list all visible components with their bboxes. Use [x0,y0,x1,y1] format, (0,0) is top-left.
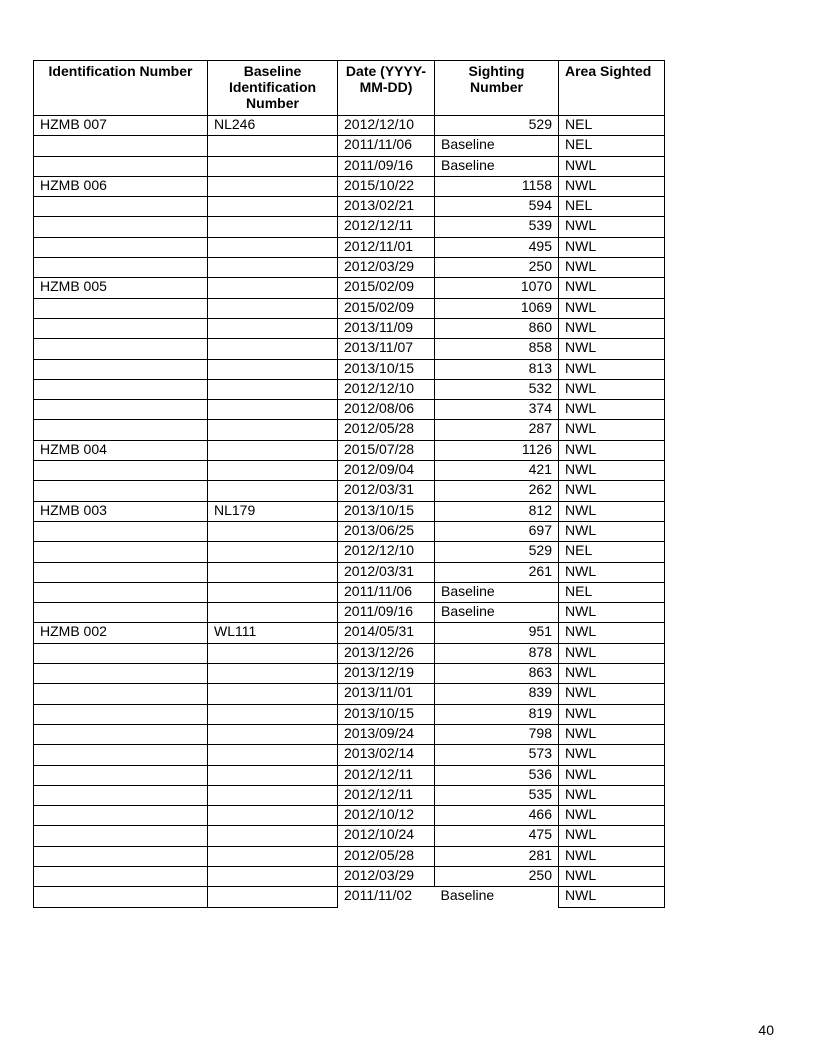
cell-sighting-number: 858 [435,339,559,359]
cell-baseline-identification-number [208,724,338,744]
cell-identification-number [34,745,208,765]
cell-baseline-identification-number [208,237,338,257]
cell-sighting-number: 250 [435,866,559,886]
cell-date: 2012/03/31 [338,562,435,582]
cell-sighting-number: 287 [435,420,559,440]
cell-sighting-number: 813 [435,359,559,379]
cell-baseline-identification-number: NL179 [208,501,338,521]
cell-baseline-identification-number [208,217,338,237]
cell-area-sighted: NWL [559,339,665,359]
cell-baseline-identification-number [208,379,338,399]
cell-identification-number [34,197,208,217]
cell-date: 2013/10/15 [338,501,435,521]
cell-date: 2012/12/10 [338,116,435,136]
cell-baseline-identification-number [208,176,338,196]
cell-identification-number [34,298,208,318]
cell-sighting-number: 475 [435,826,559,846]
cell-date: 2015/02/09 [338,278,435,298]
cell-identification-number [34,582,208,602]
cell-sighting-number: Baseline [435,887,559,907]
cell-date: 2012/03/31 [338,481,435,501]
table-row [34,501,665,521]
cell-baseline-identification-number [208,278,338,298]
table-row [34,379,665,399]
cell-identification-number [34,846,208,866]
cell-date: 2012/03/29 [338,258,435,278]
table-row [34,887,665,907]
cell-identification-number [34,521,208,541]
cell-baseline-identification-number [208,359,338,379]
cell-date: 2012/05/28 [338,420,435,440]
table-row [34,603,665,623]
cell-area-sighted: NWL [559,440,665,460]
cell-baseline-identification-number [208,785,338,805]
cell-sighting-number: 529 [435,542,559,562]
cell-date: 2012/09/04 [338,461,435,481]
table-row [34,643,665,663]
cell-identification-number [34,461,208,481]
cell-identification-number [34,785,208,805]
cell-baseline-identification-number: WL111 [208,623,338,643]
cell-sighting-number: 495 [435,237,559,257]
table-row [34,866,665,886]
table-row [34,359,665,379]
header-baseline-identification-number: Baseline Identification Number [208,61,338,116]
cell-identification-number [34,379,208,399]
cell-baseline-identification-number [208,481,338,501]
cell-baseline-identification-number [208,643,338,663]
cell-identification-number [34,562,208,582]
cell-identification-number [34,258,208,278]
cell-identification-number [34,481,208,501]
cell-sighting-number: 532 [435,379,559,399]
cell-date: 2015/10/22 [338,176,435,196]
table-row [34,481,665,501]
cell-area-sighted: NEL [559,116,665,136]
cell-area-sighted: NWL [559,318,665,338]
page-number: 40 [758,1022,774,1038]
cell-area-sighted: NEL [559,197,665,217]
cell-date: 2011/09/16 [338,156,435,176]
cell-area-sighted: NWL [559,765,665,785]
cell-identification-number: HZMB 007 [34,116,208,136]
cell-baseline-identification-number [208,136,338,156]
cell-date: 2015/07/28 [338,440,435,460]
cell-sighting-number: Baseline [435,603,559,623]
cell-sighting-number: 250 [435,258,559,278]
table-row [34,806,665,826]
cell-area-sighted: NWL [559,217,665,237]
cell-date: 2012/12/11 [338,765,435,785]
cell-area-sighted: NWL [559,176,665,196]
cell-area-sighted: NWL [559,603,665,623]
cell-sighting-number: 839 [435,684,559,704]
cell-identification-number [34,643,208,663]
table-row [34,339,665,359]
cell-date: 2012/11/01 [338,237,435,257]
cell-date: 2013/11/01 [338,684,435,704]
cell-date: 2014/05/31 [338,623,435,643]
cell-area-sighted: NWL [559,643,665,663]
cell-identification-number [34,339,208,359]
table-row [34,664,665,684]
cell-identification-number: HZMB 005 [34,278,208,298]
table-row [34,785,665,805]
sighting-table [33,60,665,908]
cell-date: 2011/11/06 [338,582,435,602]
cell-identification-number: HZMB 002 [34,623,208,643]
cell-area-sighted: NWL [559,501,665,521]
cell-sighting-number: 281 [435,846,559,866]
cell-identification-number [34,359,208,379]
cell-baseline-identification-number [208,542,338,562]
cell-identification-number [34,826,208,846]
cell-baseline-identification-number [208,440,338,460]
cell-sighting-number: 573 [435,745,559,765]
cell-sighting-number: 261 [435,562,559,582]
cell-identification-number: HZMB 003 [34,501,208,521]
header-identification-number: Identification Number [34,61,208,116]
cell-area-sighted: NWL [559,684,665,704]
cell-identification-number [34,806,208,826]
cell-sighting-number: 863 [435,664,559,684]
table-row [34,521,665,541]
cell-sighting-number: Baseline [435,156,559,176]
cell-sighting-number: 1069 [435,298,559,318]
cell-identification-number [34,542,208,562]
table-body [34,116,665,908]
cell-date: 2012/03/29 [338,866,435,886]
table-row [34,217,665,237]
cell-identification-number [34,704,208,724]
cell-sighting-number: 798 [435,724,559,744]
cell-baseline-identification-number [208,258,338,278]
cell-area-sighted: NWL [559,806,665,826]
cell-baseline-identification-number [208,765,338,785]
table-row [34,542,665,562]
cell-area-sighted: NWL [559,623,665,643]
cell-area-sighted: NWL [559,887,665,907]
cell-identification-number [34,136,208,156]
table-row [34,440,665,460]
cell-sighting-number: 529 [435,116,559,136]
cell-sighting-number: 421 [435,461,559,481]
cell-sighting-number: 1126 [435,440,559,460]
cell-date: 2013/10/15 [338,359,435,379]
cell-area-sighted: NWL [559,704,665,724]
cell-date: 2012/05/28 [338,846,435,866]
header-row [34,61,665,116]
cell-area-sighted: NWL [559,562,665,582]
cell-sighting-number: 697 [435,521,559,541]
cell-sighting-number: 951 [435,623,559,643]
cell-baseline-identification-number [208,197,338,217]
cell-date: 2013/06/25 [338,521,435,541]
table-row [34,318,665,338]
cell-identification-number [34,217,208,237]
cell-area-sighted: NWL [559,521,665,541]
cell-identification-number [34,318,208,338]
cell-area-sighted: NWL [559,866,665,886]
cell-area-sighted: NWL [559,237,665,257]
cell-identification-number [34,724,208,744]
cell-baseline-identification-number [208,887,338,907]
cell-baseline-identification-number [208,318,338,338]
table-row [34,846,665,866]
cell-area-sighted: NWL [559,258,665,278]
cell-baseline-identification-number [208,826,338,846]
cell-identification-number [34,420,208,440]
cell-sighting-number: 539 [435,217,559,237]
cell-area-sighted: NWL [559,379,665,399]
cell-date: 2013/11/07 [338,339,435,359]
cell-area-sighted: NWL [559,420,665,440]
table-row [34,136,665,156]
cell-date: 2012/10/24 [338,826,435,846]
cell-baseline-identification-number [208,400,338,420]
table-row [34,237,665,257]
cell-baseline-identification-number [208,339,338,359]
cell-baseline-identification-number: NL246 [208,116,338,136]
cell-date: 2012/12/11 [338,785,435,805]
table-row [34,724,665,744]
cell-sighting-number: 812 [435,501,559,521]
cell-sighting-number: Baseline [435,582,559,602]
cell-area-sighted: NWL [559,359,665,379]
header-date: Date (YYYY-MM-DD) [338,61,435,116]
cell-sighting-number: 594 [435,197,559,217]
cell-area-sighted: NWL [559,400,665,420]
cell-baseline-identification-number [208,461,338,481]
cell-sighting-number: 878 [435,643,559,663]
cell-date: 2012/12/10 [338,542,435,562]
cell-date: 2011/11/06 [338,136,435,156]
cell-baseline-identification-number [208,562,338,582]
cell-date: 2012/12/10 [338,379,435,399]
cell-area-sighted: NWL [559,724,665,744]
cell-identification-number [34,156,208,176]
header-area-sighted: Area Sighted [559,61,665,116]
cell-baseline-identification-number [208,156,338,176]
cell-identification-number [34,603,208,623]
cell-identification-number: HZMB 006 [34,176,208,196]
cell-sighting-number: 1070 [435,278,559,298]
cell-area-sighted: NWL [559,156,665,176]
cell-area-sighted: NEL [559,582,665,602]
cell-date: 2011/09/16 [338,603,435,623]
cell-identification-number [34,664,208,684]
cell-baseline-identification-number [208,521,338,541]
cell-date: 2012/08/06 [338,400,435,420]
cell-sighting-number: 536 [435,765,559,785]
table-row [34,258,665,278]
cell-identification-number [34,765,208,785]
cell-identification-number: HZMB 004 [34,440,208,460]
cell-area-sighted: NEL [559,136,665,156]
cell-baseline-identification-number [208,806,338,826]
cell-date: 2015/02/09 [338,298,435,318]
cell-baseline-identification-number [208,704,338,724]
table-row [34,765,665,785]
cell-identification-number [34,684,208,704]
cell-area-sighted: NWL [559,785,665,805]
cell-baseline-identification-number [208,298,338,318]
cell-date: 2012/12/11 [338,217,435,237]
cell-area-sighted: NWL [559,826,665,846]
cell-date: 2013/12/19 [338,664,435,684]
cell-identification-number [34,866,208,886]
header-sighting-number: Sighting Number [435,61,559,116]
cell-sighting-number: 262 [435,481,559,501]
cell-sighting-number: 860 [435,318,559,338]
table-row [34,684,665,704]
cell-sighting-number: 374 [435,400,559,420]
cell-date: 2013/02/21 [338,197,435,217]
table-row [34,826,665,846]
cell-date: 2013/12/26 [338,643,435,663]
cell-date: 2013/02/14 [338,745,435,765]
cell-sighting-number: Baseline [435,136,559,156]
cell-baseline-identification-number [208,846,338,866]
table-row [34,704,665,724]
cell-sighting-number: 466 [435,806,559,826]
cell-area-sighted: NWL [559,664,665,684]
table-row [34,420,665,440]
cell-baseline-identification-number [208,420,338,440]
table-row [34,400,665,420]
table-row [34,745,665,765]
table-row [34,278,665,298]
cell-baseline-identification-number [208,745,338,765]
cell-baseline-identification-number [208,664,338,684]
cell-sighting-number: 819 [435,704,559,724]
cell-area-sighted: NWL [559,481,665,501]
cell-sighting-number: 535 [435,785,559,805]
cell-area-sighted: NWL [559,298,665,318]
table-row [34,562,665,582]
table-row [34,298,665,318]
cell-identification-number [34,887,208,907]
cell-baseline-identification-number [208,582,338,602]
cell-date: 2012/10/12 [338,806,435,826]
cell-area-sighted: NWL [559,745,665,765]
cell-date: 2013/09/24 [338,724,435,744]
cell-area-sighted: NWL [559,278,665,298]
cell-area-sighted: NWL [559,846,665,866]
cell-sighting-number: 1158 [435,176,559,196]
table-row [34,176,665,196]
table-row [34,461,665,481]
cell-date: 2013/10/15 [338,704,435,724]
cell-area-sighted: NEL [559,542,665,562]
table-row [34,623,665,643]
cell-date: 2013/11/09 [338,318,435,338]
cell-baseline-identification-number [208,603,338,623]
table-row [34,156,665,176]
cell-area-sighted: NWL [559,461,665,481]
table-row [34,197,665,217]
table-row [34,582,665,602]
cell-identification-number [34,237,208,257]
cell-date: 2011/11/02 [338,887,435,907]
cell-baseline-identification-number [208,684,338,704]
cell-baseline-identification-number [208,866,338,886]
cell-identification-number [34,400,208,420]
table-row [34,116,665,136]
